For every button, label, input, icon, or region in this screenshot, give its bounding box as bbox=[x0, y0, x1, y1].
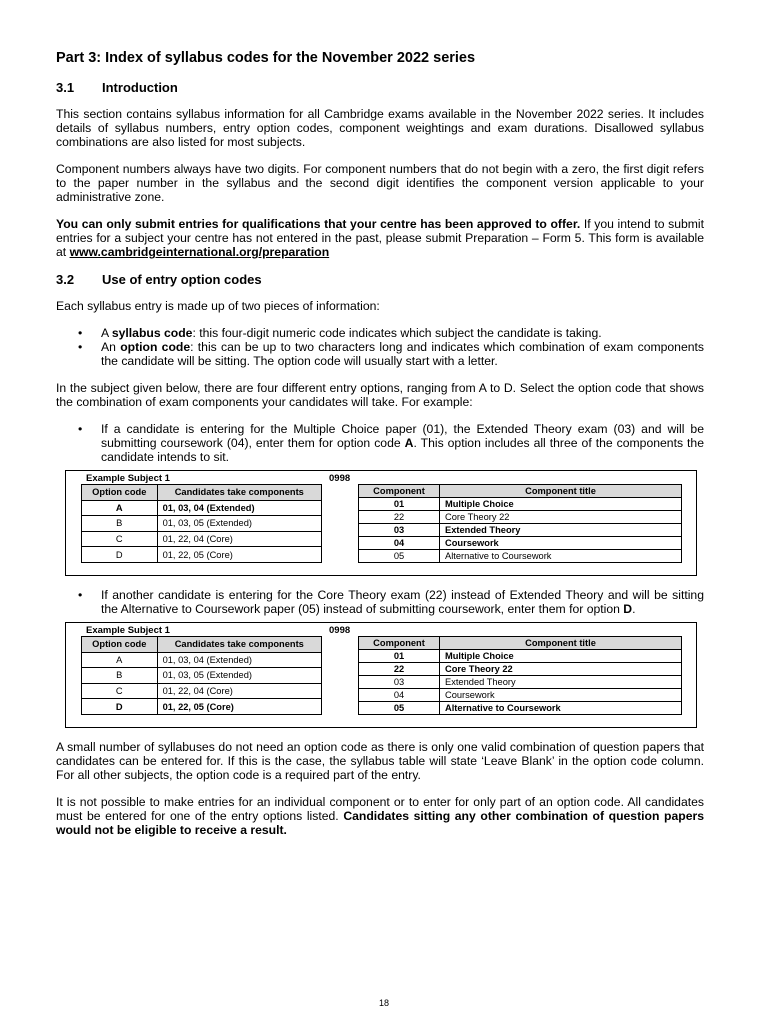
example-table-1: Example Subject 1 0998 Option code Candidates take components A 01, 03, 04 (Extended) B 01, 03, 05 (Extended) C 01, 22, 04 (Core) D 01, 22, 05 (Core) Component Component title 01 Multiple Choice 22 Core Theory 22 03 Extended Theory 04 Coursework 05 Alternative to Coursework bbox=[65, 470, 697, 576]
preparation-link[interactable]: www.cambridgeinternational.org/preparation bbox=[69, 245, 330, 259]
leave-blank-paragraph: A small number of syllabuses do not need an option code as there is only one valid combination of question papers that candidates can be entered for. If this is the case, the syllabus table will state ‘Leave Blank’ in the option code column. For all other subjects, the option code is a required part of the entry. bbox=[56, 740, 704, 782]
example-1-list bbox=[56, 422, 704, 464]
option-table: Option code Candidates take components A 01, 03, 04 (Extended) B 01, 03, 05 (Extended) C 01, 22, 04 (Core) D 01, 22, 05 (Core) bbox=[81, 636, 322, 715]
component-table: Component Component title 01 Multiple Choice 22 Core Theory 22 03 Extended Theory 04 Coursework 05 Alternative to Coursework bbox=[358, 484, 682, 563]
component-table: Component Component title 01 Multiple Choice 22 Core Theory 22 03 Extended Theory 04 Coursework 05 Alternative to Coursework bbox=[358, 636, 682, 715]
section-3-1-heading: 3.1 Introduction bbox=[56, 80, 178, 95]
final-paragraph: It is not possible to make entries for an individual component or to enter for only part of an option code. All candidates must be entered for one of the entry options listed. Candidates sitting any other combination of question papers would not be eligible to receive a result. bbox=[56, 795, 704, 837]
list-item: • A syllabus code: this four-digit numeric code indicates which subject the candidate is taking. bbox=[78, 326, 602, 340]
entry-parts-list bbox=[56, 326, 704, 368]
list-item: • If a candidate is entering for the Multiple Choice paper (01), the Extended Theory exam (03) and will be submitting coursework (04), enter them for option code A. This option includes all three of the components the candidate intends to sit. bbox=[78, 422, 704, 464]
page-title: Part 3: Index of syllabus codes for the November 2022 series bbox=[56, 50, 476, 66]
option-table: Option code Candidates take components A 01, 03, 04 (Extended) B 01, 03, 05 (Extended) C 01, 22, 04 (Core) D 01, 22, 05 (Core) bbox=[81, 484, 322, 563]
example-table-2: Example Subject 1 0998 Option code Candidates take components A 01, 03, 04 (Extended) B 01, 03, 05 (Extended) C 01, 22, 04 (Core) D 01, 22, 05 (Core) Component Component title 01 Multiple Choice 22 Core Theory 22 03 Extended Theory 04 Coursework 05 Alternative to Coursework bbox=[65, 622, 697, 728]
intro-paragraph-1: This section contains syllabus information for all Cambridge exams available in the November 2022 series. It includes details of syllabus numbers, entry option codes, component weightings and exam durations. Disallowed syllabus combinations are also listed for most subjects. bbox=[56, 107, 704, 149]
list-item: • An option code: this can be up to two characters long and indicates which combination of exam components the candidate will be sitting. The option code will usually start with a letter. bbox=[78, 340, 704, 368]
page-number: 18 bbox=[378, 998, 389, 1008]
list-item: • If another candidate is entering for the Core Theory exam (22) instead of Extended Theory and will be sitting the Alternative to Coursework paper (05) instead of submitting coursework, enter them for option D. bbox=[78, 588, 704, 616]
example-intro: In the subject given below, there are four different entry options, ranging from A to D. Select the option code that shows the combination of exam components your candidates will take. For example: bbox=[56, 381, 704, 409]
intro-paragraph-2: Component numbers always have two digits. For component numbers that do not begin with a zero, the first digit refers to the paper number in the syllabus and the second digit identifies the component version applicable to your administrative zone. bbox=[56, 162, 704, 204]
example-2-list bbox=[56, 588, 704, 616]
page-content bbox=[56, 50, 704, 850]
intro-paragraph-3: You can only submit entries for qualifications that your centre has been approved to offer. If you intend to submit entries for a subject your centre has not entered in the past, please submit Preparation – Form 5. This form is available at www.cambridgeinternational.org/preparation bbox=[56, 217, 704, 259]
entry-intro: Each syllabus entry is made up of two pieces of information: bbox=[56, 299, 380, 313]
section-3-2-heading: 3.2 Use of entry option codes bbox=[56, 272, 262, 287]
